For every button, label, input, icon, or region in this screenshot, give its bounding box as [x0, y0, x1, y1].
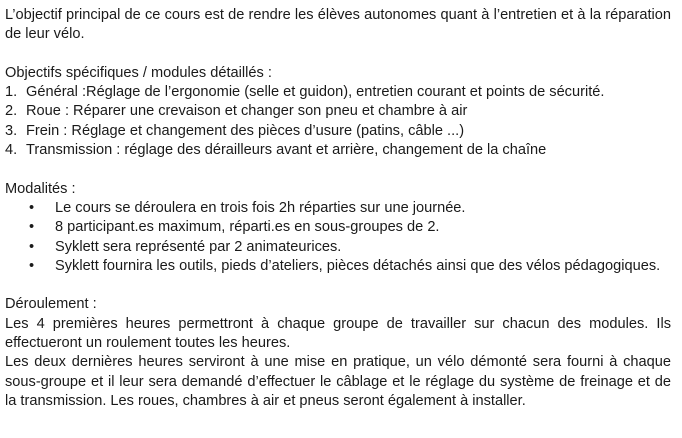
- bullet-icon: •: [29, 257, 35, 274]
- spacer: [5, 45, 671, 64]
- deroulement-paragraph-1: Les 4 premières heures permettront à chaque groupe de travailler sur chacun des modules. Ils effectueront un roulement toutes les heures.: [5, 315, 671, 352]
- objectifs-list: [5, 83, 671, 160]
- modalites-list: [5, 199, 671, 276]
- intro-paragraph: L’objectif principal de ce cours est de rendre les élèves autonomes quant à l’entretien et à la réparation de leur vélo.: [5, 7, 671, 43]
- list-item-text: Syklett sera représenté par 2 animateurices.: [55, 238, 342, 255]
- list-item-text: 8 participant.es maximum, réparti.es en sous-groupes de 2.: [55, 219, 440, 236]
- spacer: [5, 160, 671, 179]
- list-item: [5, 141, 671, 160]
- list-item: [5, 83, 671, 102]
- list-number: 3.: [5, 122, 18, 139]
- list-item-text: Général :Réglage de l’ergonomie (selle et guidon), entretien courant et points de sécurité.: [26, 84, 605, 101]
- list-item: [5, 218, 671, 237]
- objectifs-heading: Objectifs spécifiques / modules détaillés :: [5, 64, 272, 81]
- list-item-text: Roue : Réparer une crevaison et changer son pneu et chambre à air: [26, 103, 468, 120]
- deroulement-heading: Déroulement :: [5, 296, 97, 313]
- spacer: [5, 276, 671, 295]
- bullet-icon: •: [29, 199, 35, 216]
- deroulement-paragraph-2: Les deux dernières heures serviront à une mise en pratique, un vélo démonté sera fourni à chaque sous-groupe et il leur sera demandé d’effectuer le câblage et le réglage du système de freinage et de la transmission. Les roues, chambres à air et pneus seront également à installer.: [5, 354, 671, 409]
- list-number: 4.: [5, 142, 18, 159]
- list-item: [5, 122, 671, 141]
- list-item: [5, 102, 671, 121]
- list-item-text: Le cours se déroulera en trois fois 2h réparties sur une journée.: [55, 199, 466, 216]
- list-item: [5, 238, 671, 257]
- document-body: [5, 6, 671, 411]
- list-item-text: Frein : Réglage et changement des pièces d’usure (patins, câble ...): [26, 122, 465, 139]
- modalites-heading: Modalités :: [5, 180, 76, 197]
- list-item: [5, 199, 671, 218]
- list-item-text: Syklett fournira les outils, pieds d’ateliers, pièces détachés ainsi que des vélos pédagogiques.: [55, 257, 661, 274]
- bullet-icon: •: [29, 238, 35, 255]
- list-number: 2.: [5, 103, 18, 120]
- list-item-text: Transmission : réglage des dérailleurs avant et arrière, changement de la chaîne: [26, 142, 547, 159]
- list-item: [5, 257, 671, 276]
- list-number: 1.: [5, 84, 18, 101]
- bullet-icon: •: [29, 219, 35, 236]
